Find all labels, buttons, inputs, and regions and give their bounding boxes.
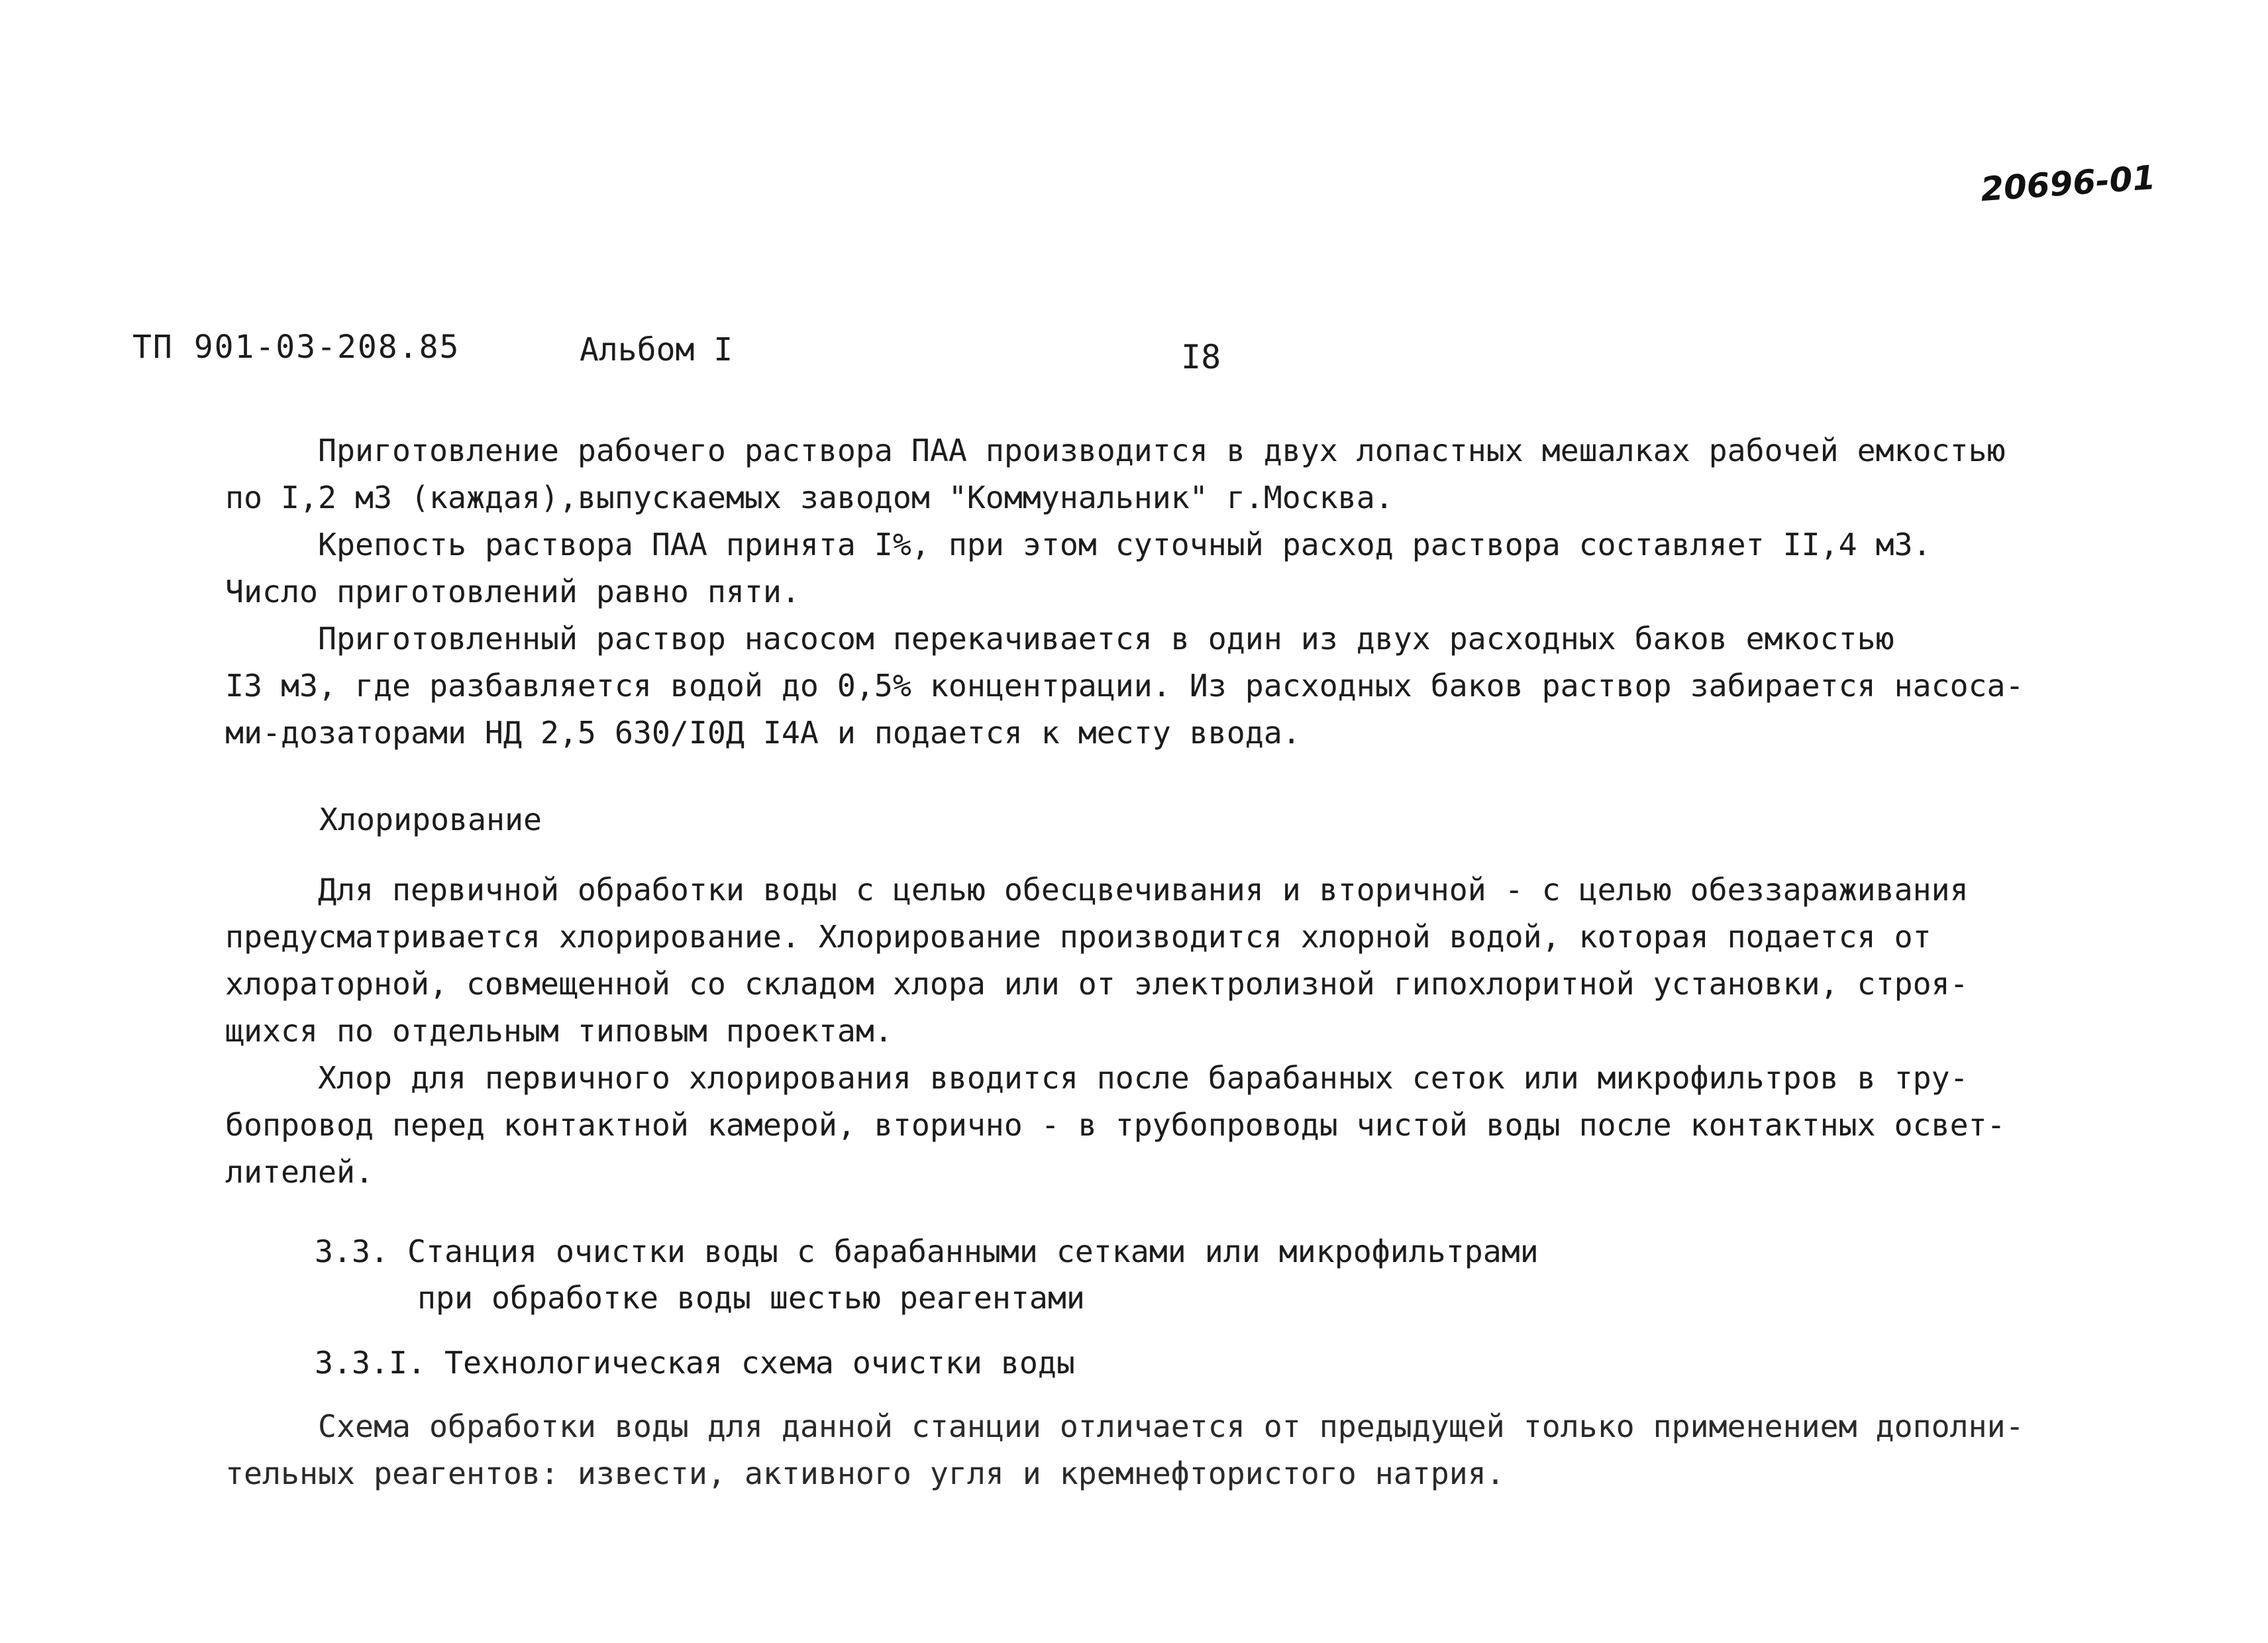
paragraph-line: по I,2 м3 (каждая),выпускаемых заводом "Коммунальник" г.Москва. <box>225 480 1394 515</box>
paragraph-line: предусматривается хлорирование. Хлорирование производится хлорной водой, которая подается от <box>225 919 1932 955</box>
album-label: Альбом I <box>580 331 733 368</box>
chlorination-heading: Хлорирование <box>319 802 542 837</box>
paragraph-line: бопровод перед контактной камерой, вторично - в трубопроводы чистой воды после контактных освет- <box>225 1107 2006 1143</box>
archive-stamp: 20696-01 <box>1979 158 2157 209</box>
paragraph-line: Для первичной обработки воды с целью обесцвечивания и вторичной - с целью обеззараживания <box>318 872 1969 908</box>
paragraph-line: Крепость раствора ПАА принята I%, при этом суточный расход раствора составляет II,4 м3. <box>318 527 1932 562</box>
paragraph-line: тельных реагентов: извести, активного угля и кремнефтористого натрия. <box>225 1456 1505 1491</box>
paragraph-line: Приготовленный раствор насосом перекачивается в один из двух расходных баков емкостью <box>318 621 1894 657</box>
paragraph-line: Приготовление рабочего раствора ПАА производится в двух лопастных мешалках рабочей емкостью <box>318 433 2006 468</box>
section-3-3-heading: 3.3. Станция очистки воды с барабанными сетками или микрофильтрами <box>315 1234 1539 1269</box>
paragraph-line: щихся по отдельным типовым проектам. <box>225 1013 893 1049</box>
paragraph-line: Схема обработки воды для данной станции отличается от предыдущей только применением дополни- <box>318 1408 2024 1444</box>
section-3-3-subheading: при обработке воды шестью реагентами <box>417 1280 1085 1316</box>
paragraph-line: ми-дозаторами НД 2,5 630/I0Д I4А и подается к месту ввода. <box>225 715 1301 751</box>
chlorination-section <box>225 867 2093 1196</box>
page-header <box>0 329 2268 382</box>
section-3-3-1-heading: 3.3.I. Технологическая схема очистки воды <box>315 1345 1075 1381</box>
paragraph-line: I3 м3, где разбавляется водой до 0,5% концентрации. Из расходных баков раствор забирается насоса- <box>225 668 2024 704</box>
paragraph-line: Хлор для первичного хлорирования вводится после барабанных сеток или микрофильтров в тру- <box>318 1060 1969 1096</box>
paragraph-line: Число приготовлений равно пяти. <box>225 574 800 610</box>
page-number: I8 <box>1181 338 1221 376</box>
section-3-3-1-text <box>225 1403 2093 1497</box>
paragraph-line: хлораторной, совмещенной со складом хлора или от электролизной гипохлоритной установки, строя- <box>225 966 1969 1002</box>
paa-section <box>225 427 2093 757</box>
document-code: ТП 901-03-208.85 <box>132 329 460 366</box>
paragraph-line: лителей. <box>225 1154 374 1190</box>
